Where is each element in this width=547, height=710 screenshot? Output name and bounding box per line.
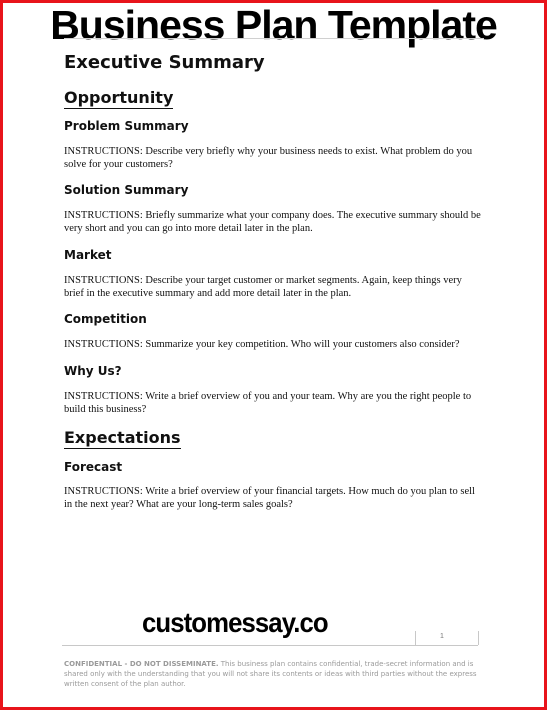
subsection-text-forecast: INSTRUCTIONS: Write a brief overview of your financial targets. How much do you plan to sell in the next year? What are your long-term sales goals?	[64, 486, 475, 510]
banner-title: Business Plan Template	[50, 2, 497, 48]
section-title-expectations: Expectations	[64, 428, 181, 447]
section-title-opportunity: Opportunity	[64, 88, 174, 107]
subsection-title-problem-summary: Problem Summary	[64, 119, 189, 133]
document-title: Executive Summary	[64, 52, 265, 73]
page-number-box	[415, 631, 479, 645]
subsection-title-why-us: Why Us?	[64, 364, 122, 378]
subsection-text-why-us: INSTRUCTIONS: Write a brief overview of you and your team. Why are you the right people to build this business?	[64, 391, 472, 415]
footer-rule	[62, 645, 478, 646]
subsection-title-competition: Competition	[64, 312, 147, 326]
subsection-text-solution-summary: INSTRUCTIONS: Briefly summarize what your company does. The executive summary should be very short and you can go into more detail later in the plan.	[64, 210, 481, 234]
page-top-rule	[64, 38, 484, 39]
subsection-title-forecast: Forecast	[64, 460, 123, 474]
subsection-text-market: INSTRUCTIONS: Describe your target customer or market segments. Again, keep things very brief in the executive summary and add more detail later in the plan.	[64, 275, 462, 299]
watermark-text: customessay.co	[142, 607, 328, 638]
subsection-title-market: Market	[64, 248, 112, 262]
subsection-text-competition: INSTRUCTIONS: Summarize your key competition. Who will your customers also consider?	[64, 339, 460, 350]
page-number: 1	[440, 633, 444, 640]
subsection-title-solution-summary: Solution Summary	[64, 183, 189, 197]
footer-confidential-notice	[64, 659, 484, 689]
footer-confidential-text: This business plan contains confidential, trade-secret information and is shared only with the understanding that you will not share its contents or ideas with third parties without the express written consent of the plan author.	[64, 660, 477, 688]
subsection-text-problem-summary: INSTRUCTIONS: Describe very briefly why your business needs to exist. What problem do you solve for your customers?	[64, 146, 473, 170]
footer-confidential-label: CONFIDENTIAL - DO NOT DISSEMINATE.	[64, 660, 219, 668]
